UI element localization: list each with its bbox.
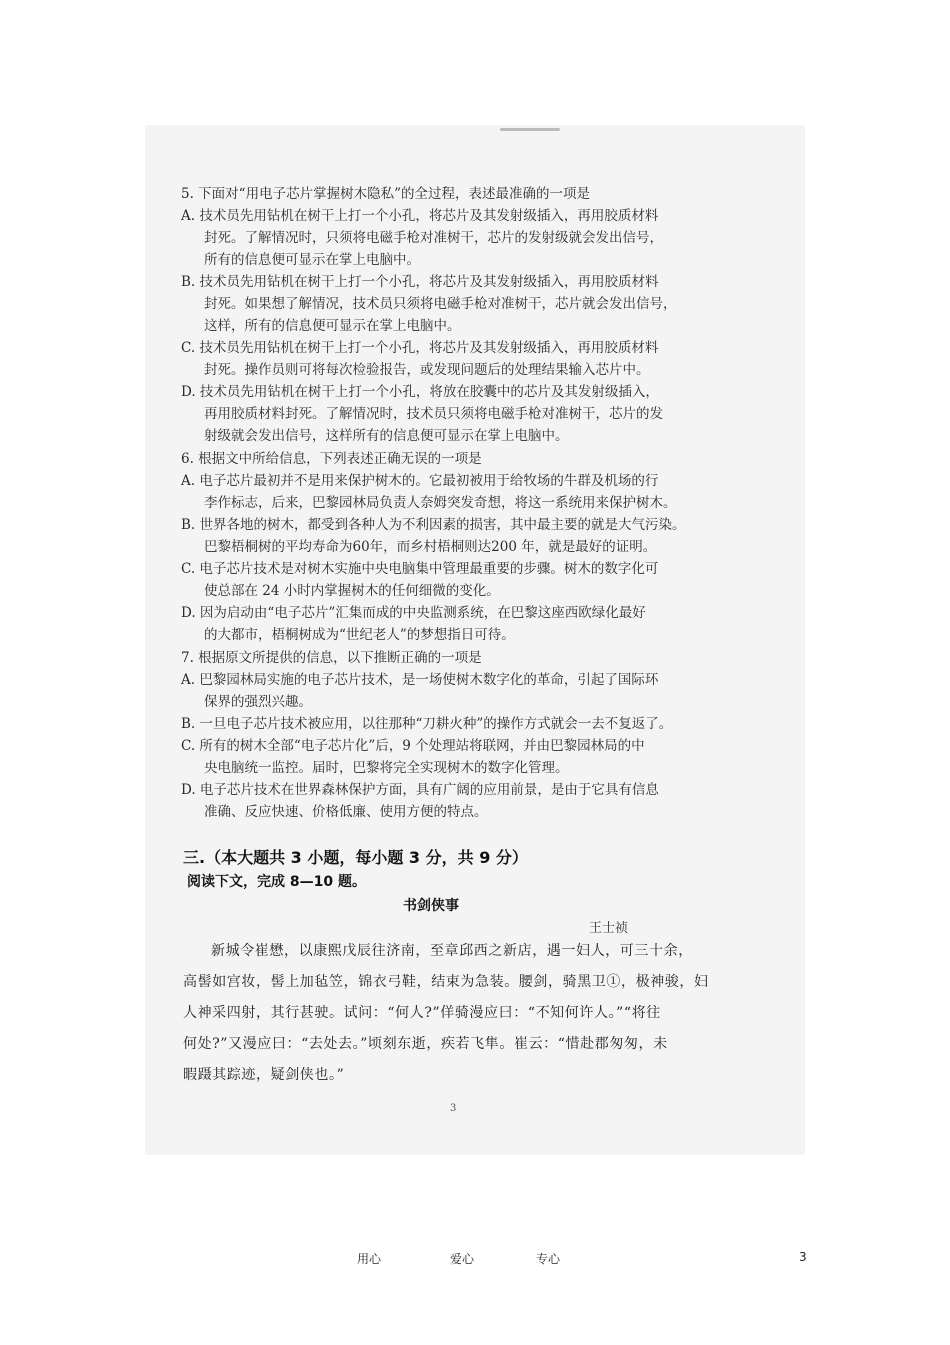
- question-5-option-d-line: 射级就会发出信号，这样所有的信息便可显示在掌上电脑中。: [204, 428, 569, 444]
- question-7-option-a-line: 保界的强烈兴趣。: [204, 694, 312, 710]
- question-7-stem: 7. 根据原文所提供的信息，以下推断正确的一项是: [181, 650, 482, 666]
- question-5-option-c: C. 技术员先用钻机在树干上打一个小孔，将芯片及其发射级插入，再用胶质材料: [181, 340, 659, 356]
- question-6-option-b-line: 巴黎梧桐树的平均寿命为60年，而乡村梧桐则达200 年，就是最好的证明。: [204, 539, 657, 555]
- question-5-option-a-line: 封死。了解情况时，只须将电磁手枪对准树干，芯片的发射级就会发出信号，: [204, 230, 663, 246]
- question-6-stem: 6. 根据文中所给信息，下列表述正确无误的一项是: [181, 451, 482, 467]
- question-7-option-d: D. 电子芯片技术在世界森林保护方面，具有广阔的应用前景，是由于它具有信息: [181, 782, 659, 798]
- question-5-option-d-line: 再用胶质材料封死。了解情况时，技术员只须将电磁手枪对准树干，芯片的发: [204, 406, 663, 422]
- question-6-option-a-line: 李作标志，后来，巴黎园林局负责人奈姆突发奇想，将这一系统用来保护树木。: [204, 495, 677, 511]
- question-7-option-d-line: 准确、反应快速、价格低廉、使用方便的特点。: [204, 804, 488, 820]
- question-6-option-a: A. 电子芯片最初并不是用来保护树木的。它最初被用于给牧场的牛群及机场的行: [181, 473, 659, 489]
- question-6-option-b: B. 世界各地的树木，都受到各种人为不利因素的损害，其中最主要的就是大气污染。: [181, 517, 686, 533]
- passage-title: 书剑侠事: [403, 898, 459, 914]
- question-5-option-d: D. 技术员先用钻机在树干上打一个小孔，将放在胶囊中的芯片及其发射级插入，: [181, 384, 659, 400]
- passage-author: 王士祯: [589, 921, 629, 936]
- footer-label: 爱心: [450, 1252, 475, 1266]
- scan-artifact: [500, 128, 560, 131]
- question-7-option-a: A. 巴黎园林局实施的电子芯片技术，是一场使树木数字化的革命，引起了国际环: [181, 672, 659, 688]
- question-7-option-c: C. 所有的树木全部“电子芯片化”后，9 个处理站将联网，并由巴黎园林局的中: [181, 738, 645, 754]
- scan-page-number: 3: [450, 1103, 457, 1114]
- page-number: 3: [799, 1250, 807, 1264]
- question-7-option-c-line: 央电脑统一监控。届时，巴黎将完全实现树木的数字化管理。: [204, 760, 569, 776]
- question-5-option-b: B. 技术员先用钻机在树干上打一个小孔，将芯片及其发射级插入，再用胶质材料: [181, 274, 659, 290]
- question-6-option-c-line: 使总部在 24 小时内掌握树木的任何细微的变化。: [204, 583, 500, 599]
- section-instruction: 阅读下文，完成 8—10 题。: [187, 874, 366, 890]
- question-5-stem: 5. 下面对“用电子芯片掌握树木隐私”的全过程，表述最准确的一项是: [181, 186, 590, 202]
- passage-line: 人神采四射，其行甚驶。试问：“何人?”佯骑漫应曰：“不知何许人。”“将往: [183, 1005, 661, 1021]
- question-6-option-c: C. 电子芯片技术是对树木实施中央电脑集中管理最重要的步骤。树木的数字化可: [181, 561, 659, 577]
- passage-line: 新城令崔懋，以康熙戊辰往济南，至章邱西之新店，遇一妇人，可三十余，: [211, 943, 693, 959]
- question-6-option-d: D. 因为启动由“电子芯片”汇集而成的中央监测系统，在巴黎这座西欧绿化最好: [181, 605, 646, 621]
- question-5-option-b-line: 这样，所有的信息便可显示在掌上电脑中。: [204, 318, 461, 334]
- passage-line: 暇蹑其踪迹，疑剑侠也。”: [183, 1067, 345, 1083]
- question-5-option-a-line: 所有的信息便可显示在掌上电脑中。: [204, 252, 420, 268]
- question-5-option-c-line: 封死。操作员则可将每次检验报告，或发现问题后的处理结果输入芯片中。: [204, 362, 650, 378]
- passage-line: 高髻如宫妆，髻上加毡笠，锦衣弓鞋，结束为急装。腰剑，骑黑卫①，极神骏，妇: [183, 974, 709, 990]
- question-6-option-d-line: 的大都市，梧桐树成为“世纪老人”的梦想指日可待。: [204, 627, 515, 643]
- passage-line: 何处?”又漫应曰：“去处去。”顷刻东逝，疾若飞隼。崔云：“惜赴郡匆匆，未: [183, 1036, 668, 1052]
- footer-label: 用心: [357, 1252, 382, 1266]
- question-5-option-a: A. 技术员先用钻机在树干上打一个小孔，将芯片及其发射级插入，再用胶质材料: [181, 208, 659, 224]
- question-5-option-b-line: 封死。如果想了解情况，技术员只须将电磁手枪对准树干，芯片就会发出信号，: [204, 296, 677, 312]
- footer-label: 专心: [536, 1252, 561, 1266]
- section-heading: 三.（本大题共 3 小题，每小题 3 分，共 9 分）: [183, 848, 528, 867]
- question-7-option-b: B. 一旦电子芯片技术被应用，以往那种“刀耕火种”的操作方式就会一去不复返了。: [181, 716, 673, 732]
